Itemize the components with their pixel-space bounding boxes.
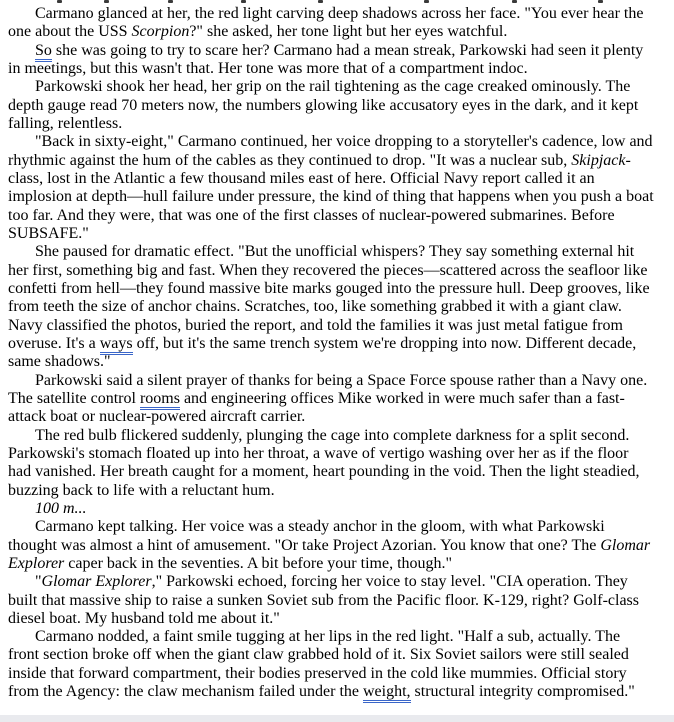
body-text: The red bulb flickered suddenly, plunging the cage into complete darkness for a split second. Parkowski's stomach floated up into her throat, a wave of vertigo washing over her as if the floor had vanished. Her breath caught for a moment, heart pounding in the void. Then the light steadied, buzzing back to life with a reluctant hum. bbox=[8, 426, 640, 499]
body-text: ," Parkowski echoed, forcing her voice to stay level. "CIA operation. They built that massive ship to raise a sunken Soviet sub from the Pacific floor. K-129, right? Golf-class diesel boat. My husband told me about it." bbox=[8, 573, 639, 627]
body-text: "Back in sixty-eight," Carmano continued, her voice dropping to a storyteller's cadence, low and rhythmic against the hum of the cables as they continued to drop. "It was a nuclear sub, bbox=[8, 133, 653, 169]
body-text: caper back in the seventies. A bit before your time, though." bbox=[64, 554, 453, 572]
clipped-previous-line bbox=[0, 0, 674, 4]
document-text[interactable] bbox=[8, 0, 654, 701]
blue-double-underlined-text: ways bbox=[100, 335, 133, 355]
italic-text: Glomar Explorer bbox=[41, 573, 152, 591]
italic-text: Glomar Explorer bbox=[8, 536, 651, 572]
italic-text: 100 m... bbox=[35, 499, 87, 517]
body-text: and engineering offices Mike worked in were much safer than a fast-attack boat or nuclear-powered aircraft carrier. bbox=[8, 389, 625, 426]
body-text: structural integrity compromised." bbox=[410, 683, 635, 701]
paragraph-9[interactable] bbox=[8, 518, 654, 573]
paragraph-10[interactable] bbox=[8, 573, 654, 628]
body-text: ?" she asked, her tone light but her eyes watchful. bbox=[189, 23, 508, 41]
paragraph-7[interactable] bbox=[8, 427, 654, 500]
paragraph-3[interactable] bbox=[8, 78, 654, 133]
paragraph-6[interactable] bbox=[8, 372, 654, 427]
blue-double-underlined-text: weight, bbox=[363, 683, 411, 703]
body-text: She paused for dramatic effect. "But the unofficial whispers? They say something external hit her first, something big and fast. When they recovered the pieces—scattered across the seafloor like confetti from hell—they found massive bite marks gouged into the pressure hull. Deep grooves, like from teeth the size of anchor chains. Scratches, too, like something grabbed it with a giant claw. Navy classified the photos, buried the report, and told the families it was just metal fatigue from overuse. It's a bbox=[8, 243, 650, 352]
blue-double-underlined-text: rooms bbox=[140, 390, 180, 410]
body-text: off, but it's the same trench system we're dropping into now. Different decade, same shadows." bbox=[8, 334, 637, 371]
body-text: she was going to try to scare her? Carmano had a mean streak, Parkowski had seen it plenty in meetings, but this wasn't that. Her tone was more that of a compartment indoc. bbox=[8, 41, 644, 77]
bottom-edge-strip bbox=[0, 715, 674, 722]
body-text: Carmano kept talking. Her voice was a steady anchor in the gloom, with what Parkowski thought was almost a hint of amusement. "Or take Project Azorian. You know that one? The bbox=[8, 518, 605, 554]
paragraph-5[interactable] bbox=[8, 243, 654, 371]
paragraph-1[interactable] bbox=[8, 5, 654, 42]
body-text: -class, lost in the Atlantic a few thousand miles east of here. Official Navy report called it an implosion at depth—hull failure under pressure, the kind of thing that happens when you push a boat too far. And they were, that was one of the first classes of nuclear-powered submarines. Before SUBSAFE." bbox=[8, 151, 654, 242]
paragraph-11[interactable] bbox=[8, 628, 654, 701]
paragraph-4[interactable] bbox=[8, 133, 654, 243]
paragraph-8[interactable] bbox=[8, 500, 654, 518]
body-text: " bbox=[35, 573, 42, 591]
body-text: Carmano glanced at her, the red light carving deep shadows across her face. "You ever hear the one about the USS bbox=[8, 5, 644, 41]
body-text: Parkowski said a silent prayer of thanks for being a Space Force spouse rather than a Navy one. The satellite control bbox=[8, 371, 648, 407]
italic-text: Skipjack bbox=[571, 151, 626, 169]
body-text: Parkowski shook her head, her grip on the rail tightening as the cage creaked ominously. The depth gauge read 70 meters now, the numbers glowing like accusatory eyes in the dark, and it kept falling, relentless. bbox=[8, 78, 639, 132]
italic-text: Scorpion bbox=[131, 23, 190, 41]
body-text: Carmano nodded, a faint smile tugging at her lips in the red light. "Half a sub, actually. The front section broke off when the giant claw grabbed hold of it. Six Soviet sailors were still sealed inside that forward compartment, their bodies preserved in the cold like mummies. Official story from the Agency: the claw mechanism failed under the bbox=[8, 628, 629, 701]
blue-double-underlined-text: So bbox=[35, 42, 52, 62]
paragraph-2[interactable] bbox=[8, 42, 654, 79]
